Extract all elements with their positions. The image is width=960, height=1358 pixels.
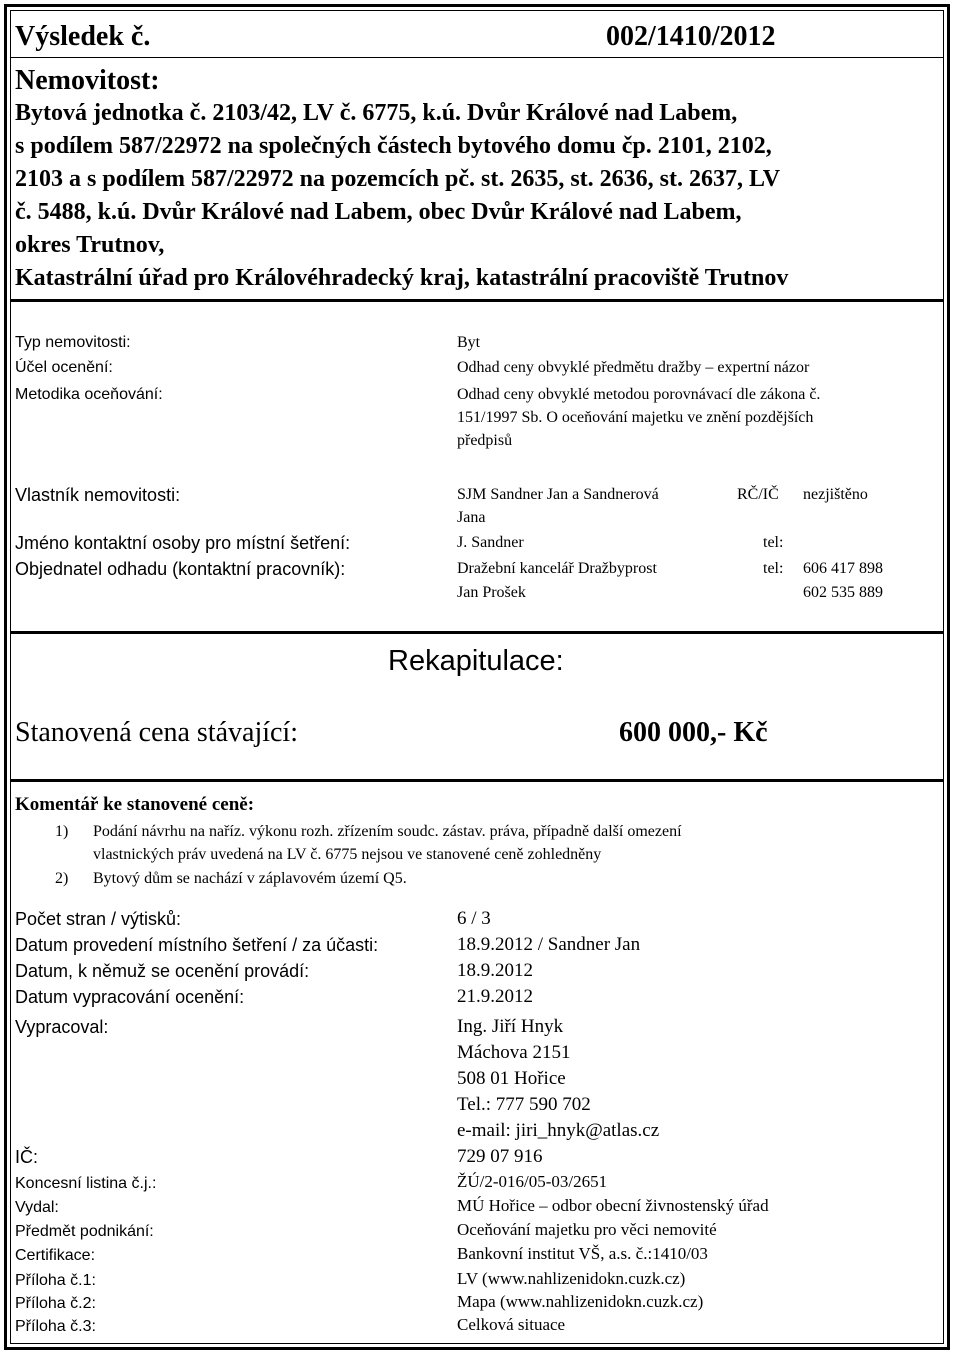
certification-label: Certifikace: <box>15 1247 96 1264</box>
license-label: Koncesní listina č.j.: <box>15 1175 157 1192</box>
owner-label: Vlastník nemovitosti: <box>15 485 181 505</box>
inspection-date-label: Datum provedení místního šetření / za účasti: <box>15 935 379 955</box>
inspection-date-value: 18.9.2012 / Sandner Jan <box>457 934 641 955</box>
business-value: Oceňování majetku pro věci nemovité <box>457 1220 717 1239</box>
purpose-value: Odhad ceny obvyklé předmětu dražby – expertní názor <box>457 359 810 376</box>
valuation-date-value: 18.9.2012 <box>457 960 533 981</box>
price-value: 600 000,- Kč <box>619 717 768 748</box>
owner-line-2: Jana <box>457 509 486 526</box>
result-number: 002/1410/2012 <box>606 21 776 52</box>
comment-1-line-1: Podání návrhu na naříz. výkonu rozh. zřízením soudc. zástav. práva, případně další omezení <box>93 823 682 840</box>
result-label: Výsledek č. <box>15 21 151 52</box>
prepared-by-line-4: Tel.: 777 590 702 <box>457 1094 591 1115</box>
page-frame <box>4 4 950 1350</box>
property-line-2: s podílem 587/22972 na společných částech bytového domu čp. 2101, 2102, <box>15 133 772 159</box>
prepared-by-line-2: Máchova 2151 <box>457 1042 571 1063</box>
divider <box>11 57 943 58</box>
prepared-by-line-1: Ing. Jiří Hnyk <box>457 1016 564 1037</box>
id-label: RČ/IČ <box>737 486 779 503</box>
certification-value: Bankovní institut VŠ, a.s. č.:1410/03 <box>457 1244 708 1263</box>
purpose-label: Účel ocenění: <box>15 359 113 376</box>
comment-1-line-2: vlastnických práv uvedená na LV č. 6775 nejsou ve stanovené ceně zohledněny <box>93 846 602 863</box>
ic-label: IČ: <box>15 1147 39 1167</box>
method-line-1: Odhad ceny obvyklé metodou porovnávací dle zákona č. <box>457 386 821 403</box>
client-line-2: Jan Prošek <box>457 584 526 601</box>
client-tel-2: 602 535 889 <box>803 584 883 601</box>
ic-value: 729 07 916 <box>457 1146 543 1167</box>
prepared-date-value: 21.9.2012 <box>457 986 533 1007</box>
type-value: Byt <box>457 334 481 351</box>
client-line-1: Dražební kancelář Dražbyprost <box>457 560 657 577</box>
client-label: Objednatel odhadu (kontaktní pracovník): <box>15 559 346 579</box>
prepared-by-email: e-mail: jiri_hnyk@atlas.cz <box>457 1120 660 1141</box>
page-inner-frame <box>10 10 944 1344</box>
property-line-4: č. 5488, k.ú. Dvůr Králové nad Labem, obec Dvůr Králové nad Labem, <box>15 199 742 225</box>
property-line-3: 2103 a s podílem 587/22972 na pozemcích pč. st. 2635, st. 2636, st. 2637, LV <box>15 166 781 192</box>
contact-value: J. Sandner <box>457 534 524 551</box>
valuation-date-label: Datum, k němuž se ocenění provádí: <box>15 961 310 981</box>
cadastral-office: Katastrální úřad pro Královéhradecký kraj, katastrální pracoviště Trutnov <box>15 265 789 291</box>
property-label: Nemovitost: <box>15 65 160 96</box>
property-line-5: okres Trutnov, <box>15 232 165 258</box>
divider <box>11 631 943 634</box>
price-label: Stanovená cena stávající: <box>15 717 298 748</box>
attachment-2-value: Mapa (www.nahlizenidokn.cuzk.cz) <box>457 1292 704 1311</box>
issued-value: MÚ Hořice – odbor obecní živnostenský úřad <box>457 1196 769 1215</box>
comment-2-line-1: Bytový dům se nachází v záplavovém území Q5. <box>93 870 407 887</box>
client-tel-label: tel: <box>763 560 784 577</box>
attachment-3-label: Příloha č.3: <box>15 1318 96 1335</box>
prepared-date-label: Datum vypracování ocenění: <box>15 987 245 1007</box>
license-value: ŽÚ/2-016/05-03/2651 <box>457 1172 608 1191</box>
comment-title: Komentář ke stanovené ceně: <box>15 794 255 815</box>
recap-title: Rekapitulace: <box>388 645 564 677</box>
issued-label: Vydal: <box>15 1199 59 1216</box>
comment-num-1: 1) <box>55 823 69 840</box>
attachment-1-label: Příloha č.1: <box>15 1272 96 1289</box>
method-line-3: předpisů <box>457 432 513 449</box>
property-line-1: Bytová jednotka č. 2103/42, LV č. 6775, k.ú. Dvůr Králové nad Labem, <box>15 100 738 126</box>
id-value: nezjištěno <box>803 486 868 503</box>
method-line-2: 151/1997 Sb. O oceňování majetku ve znění pozdějších <box>457 409 814 426</box>
attachment-3-value: Celková situace <box>457 1315 566 1334</box>
divider <box>11 779 943 782</box>
contact-label: Jméno kontaktní osoby pro místní šetření: <box>15 533 351 553</box>
attachment-1-value: LV (www.nahlizenidokn.cuzk.cz) <box>457 1269 686 1288</box>
attachment-2-label: Příloha č.2: <box>15 1295 96 1312</box>
pages-label: Počet stran / výtisků: <box>15 909 182 929</box>
client-tel-1: 606 417 898 <box>803 560 883 577</box>
divider <box>11 299 943 302</box>
contact-tel-label: tel: <box>763 534 784 551</box>
prepared-by-label: Vypracoval: <box>15 1017 109 1037</box>
owner-line-1: SJM Sandner Jan a Sandnerová <box>457 486 659 503</box>
comment-num-2: 2) <box>55 870 69 887</box>
pages-value: 6 / 3 <box>457 908 491 929</box>
type-label: Typ nemovitosti: <box>15 334 131 351</box>
method-label: Metodika oceňování: <box>15 386 163 403</box>
business-label: Předmět podnikání: <box>15 1223 154 1240</box>
prepared-by-line-3: 508 01 Hořice <box>457 1068 566 1089</box>
